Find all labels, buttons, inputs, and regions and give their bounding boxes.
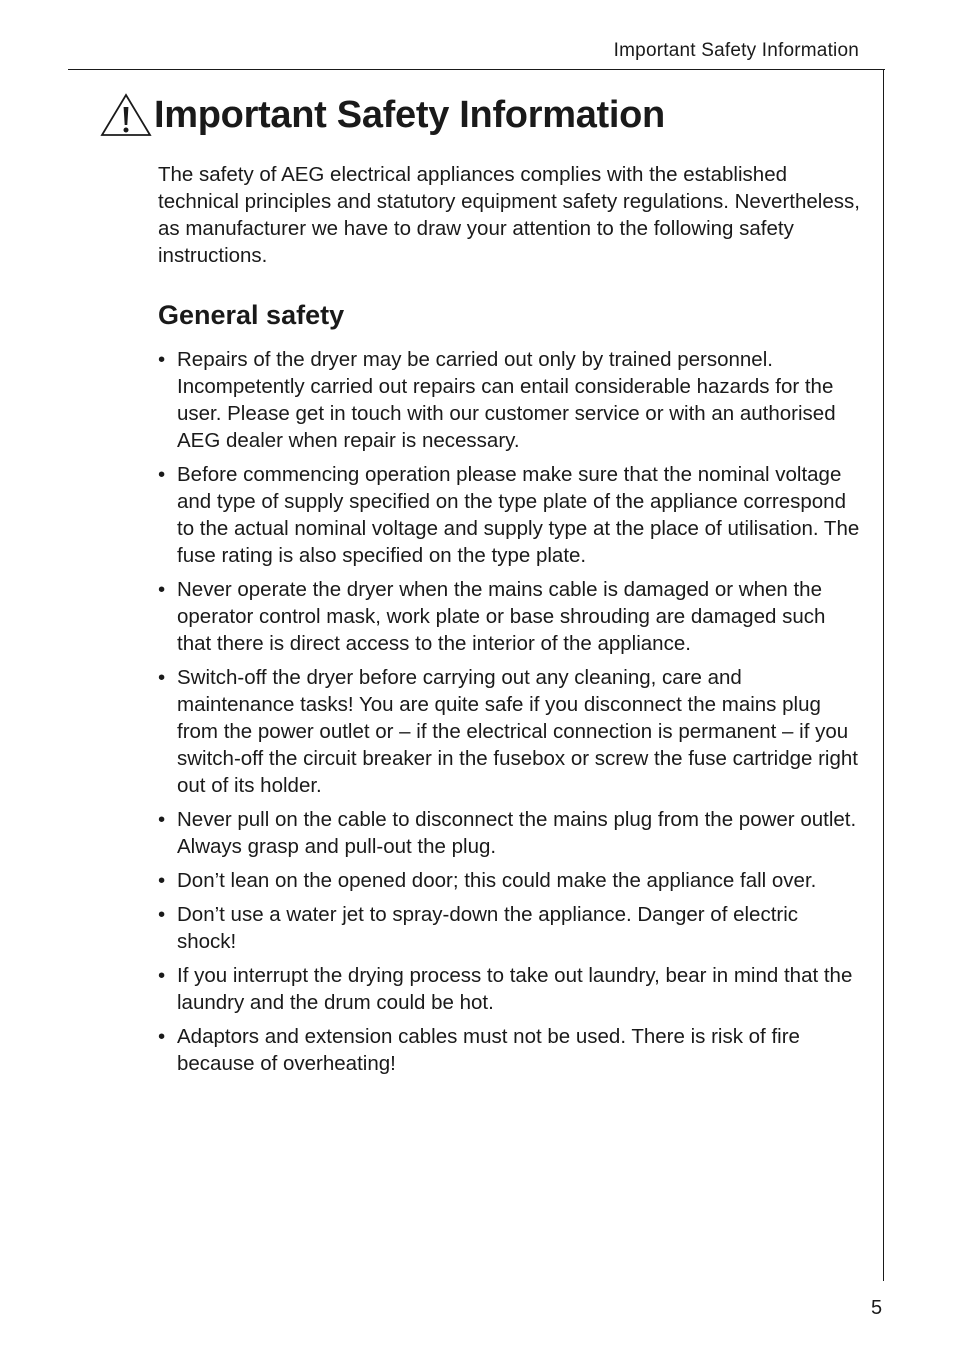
content bbox=[158, 161, 862, 1084]
list-item: • Don’t lean on the opened door; this could make the appliance fall over. bbox=[158, 867, 862, 894]
list-item: • Never pull on the cable to disconnect the mains plug from the power outlet. Always grasp and pull-out the plug. bbox=[158, 806, 862, 860]
header-rule bbox=[68, 69, 885, 70]
list-item: • Switch-off the dryer before carrying out any cleaning, care and maintenance tasks! You are quite safe if you disconnect the mains plug from the power outlet or – if the electrical connection is permanent – if you switch-off the circuit breaker in the fusebox or screw the fuse cartridge right out of its holder. bbox=[158, 664, 862, 799]
page-title: Important Safety Information bbox=[154, 93, 665, 136]
intro-paragraph: The safety of AEG electrical appliances complies with the established technical principles and statutory equipment safety regulations. Nevertheless, as manufacturer we have to draw your attention to the following safety instructions. bbox=[158, 163, 860, 267]
section-title-general-safety: General safety bbox=[158, 300, 345, 330]
running-header: Important Safety Information bbox=[613, 40, 859, 61]
list-item: • Never operate the dryer when the mains cable is damaged or when the operator control mask, work plate or base shrouding are damaged such that there is direct access to the interior of the appliance. bbox=[158, 576, 862, 657]
warning-triangle-icon bbox=[100, 92, 152, 138]
page-number: 5 bbox=[871, 1297, 883, 1319]
title-row bbox=[100, 92, 665, 138]
list-item: • Don’t use a water jet to spray-down the appliance. Danger of electric shock! bbox=[158, 901, 862, 955]
list-item: • Repairs of the dryer may be carried out only by trained personnel. Incompetently carried out repairs can entail considerable hazards for the user. Please get in touch with our customer service or with an authorised AEG dealer when repair is necessary. bbox=[158, 346, 862, 454]
general-safety-list bbox=[158, 346, 862, 1077]
list-item: • If you interrupt the drying process to take out laundry, bear in mind that the laundry and the drum could be hot. bbox=[158, 962, 862, 1016]
list-item: • Before commencing operation please make sure that the nominal voltage and type of supply specified on the type plate of the appliance correspond to the actual nominal voltage and supply type at the place of utilisation. The fuse rating is also specified on the type plate. bbox=[158, 461, 862, 569]
side-rule bbox=[883, 69, 884, 1281]
list-item: • Adaptors and extension cables must not be used. There is risk of fire because of overheating! bbox=[158, 1023, 862, 1077]
